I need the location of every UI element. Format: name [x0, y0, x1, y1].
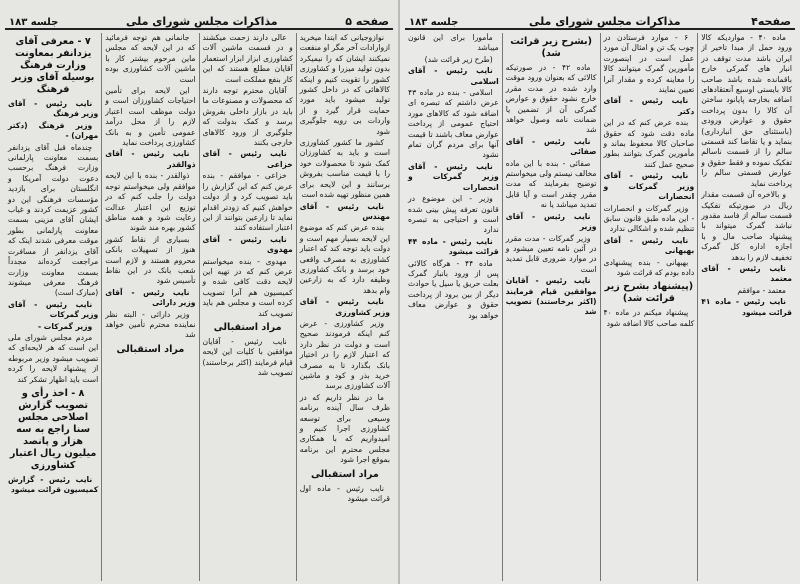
paragraph: نایب رئیس - ماده اول قرائت میشود — [299, 483, 390, 504]
paragraph: وزیر کشاورزی - عرض کنم اینکه فرمودند صحیح است و دولت در نظر دارد که اعتبار لازم را در اختیار بانک بگذارد تا به مصرف خرید بذر و کود و ماشین آلات کشاورزی برسد — [299, 318, 390, 391]
paragraph: اسلامی - بنده در ماده ۴۳ عرض داشتم که تبصره ای اضافه شود که کالاهای مورد احتیاج عمومی از پرداخت عوارض معاف باشند تا قیمت آنها برای مردم گران تمام نشود — [408, 88, 499, 160]
paragraph: وزیر دارائی - البته نظر نماینده محترم تأمین خواهد شد — [105, 309, 196, 340]
speaker-line: نایب رئیس - گزارش کمیسیون قرائت میشود — [8, 474, 99, 495]
session-number: جلسه ۱۸۳ — [9, 17, 59, 28]
paragraph: صفائی - بنده با این ماده مخالف نیستم ولی میخواستم توضیح بفرمایند که مدت مقرر چقدر است و آیا قابل تمدید میباشد یا نه — [505, 158, 597, 210]
paragraph: بسیاری از نقاط کشور هنوز از تسهیلات بانکی محروم هستند و لازم است شعب بانک در این نقاط تأسیس شود — [105, 234, 196, 286]
speaker-line: نایب رئیس - آقای مهندس — [299, 201, 390, 221]
speaker-line: نایب رئیس - آقایان موافقین قیام فرمایند (اکثر برخاستند) تصویب شد — [505, 276, 597, 317]
speaker-line: وزیر گمرکات - — [38, 321, 93, 331]
paragraph: کشور ما کشور کشاورزی است و باید به کشاورزان کمک شود تا محصولات خود را با قیمت مناسب بفروش برسانند و این لایحه برای همین منظور تهیه شده است — [299, 138, 390, 200]
section-heading: (بشرح زیر قرائت شد) — [510, 36, 592, 59]
paragraph: چندماه قبل آقای یزدانفر بسمت معاونت پارلمانی وزارت فرهنگ برحسب دعوت دولت آمریکا و انگلستان برای بازدید مؤسسات فرهنگی این دو کشور عزیمت کردند و غیاب ایشان آقای مزینی بسمت معاونت پارلمانی بطور موقت معرفی شدند اینک که آقای یزدانفر از مسافرت مراجعت کرده‌اند مجدداً بسمت معاونت وزارت فرهنگ معرفی میشوند (مبارک است) — [8, 142, 99, 298]
speaker-line: نایب رئیس - آقای وزیر گمرکات و انحصارات — [408, 161, 499, 192]
paragraph: مهدوی - بنده میخواستم عرض کنم که در تهیه این لایحه دقت کافی شده و کمیسیون هم آنرا تصویب کرده است و مجلس هم باید تصویب کند — [202, 256, 293, 318]
paragraph: وزیر - این موضوع در قانون تعرفه پیش بینی شده است و احتیاجی به تبصره ندارد — [408, 194, 499, 235]
speaker-line: نایب رئیس - آقای وزیر گمرکات و انحصارات — [603, 171, 695, 202]
speaker-line: نایب رئیس - آقای بهبهانی — [603, 235, 695, 256]
paragraph: ذوالقدر - بنده با این لایحه موافقم ولی میخواستم توجه دولت را جلب کنم که در توزیع این اعتبار عدالت رعایت شود و همه مناطق کشور بهره مند شوند — [105, 171, 196, 233]
text-column — [101, 33, 198, 581]
speaker-line: نایب رئیس - آقای وزیر — [505, 211, 597, 232]
speaker-line: نایب رئیس - آقای اسلامی — [408, 66, 499, 86]
paragraph: ۶ - موارد فرستادن در چوب یک تن و امثال آن مورد عمل است در اینصورت مأمورین گمرک میتوانند کالا را معاینه کرده و مقدار آنرا تعیین نمایند — [603, 33, 695, 95]
paragraph: عالی دارند زحمت میکشند و در قسمت ماشین آلات کشاورزی ابزار ابزار استعمار آقایان مطلع هستند که این کار بنفع مملکت است — [202, 33, 293, 84]
paragraph: معتمد - موافقم — [737, 285, 786, 295]
paragraph: بنده عرض کنم که در این ماده دقت شود که حقوق صاحبان کالا محفوظ بماند و مأمورین گمرک بتوانند بطور صحیح عمل کنند — [603, 118, 695, 169]
paragraph: وزیر گمرکات و انحصارات - این ماده طبق قانون سابق تنظیم شده و اشکالی ندارد — [603, 203, 695, 234]
text-column — [296, 33, 393, 581]
publication-title: مذاکرات مجلس شورای ملی — [126, 15, 278, 28]
text-column — [405, 33, 502, 581]
paragraph: ماده ۴۰ - مواردیکه کالا ورود حمل از مبدا تاخیر از ایران باشد مدت توقف در انبار های گمرکی خارج باقمانده شده باشد صاحب کالا بایستی اوسیع آنعتقادهای اضافه بخارجه پایانود ساختن آن کالا را بدون پرداخت حقوق و عوارض ورودی (باستثنای حق انبارداری) بنماید و یا تقاضا کند قسمتی سالم را از قسمت ناسالم تفکیک نموده و فقط حقوق و عوارض قسمتی سالم را پرداخت نماید — [701, 33, 792, 188]
paragraph: مردم مجلس شورای ملی این است که هر لایحه‌ای که تصویب میشود وزیر مربوطه از پیشنهاد لایحه را کرده است باید اظهار تشکر کند — [8, 332, 99, 384]
section-heading: ۸ - اخذ رأی و تصویب گزارش اصلاحی مجلس سنا راجع به سه هزار و پانصد میلیون ریال اعتبار کشاورزی — [9, 387, 97, 471]
paragraph: پیشنهاد میکنم در ماده ۴۰ کلمه صاحب کالا اضافه شود — [603, 308, 695, 328]
speaker-line: نایب رئیس - آقای ذوالقدر — [105, 149, 196, 169]
paragraph: این لایحه برای تأمین احتیاجات کشاورزان است و دولت موظف است اعتبار لازم را از محل درآمد عمومی تأمین و به بانک کشاورزی پرداخت نماید — [105, 86, 196, 148]
paragraph: جانمانی هم توجه فرمائید که در این لایحه که مجلس ماین مرحوم بیشتر کار با ماشین آلات کشاورزی بوده است — [105, 33, 196, 84]
columns — [405, 33, 795, 581]
section-heading: مراد استقبالی — [310, 468, 379, 480]
speaker-line: نایب رئیس - آقای صفائی — [505, 136, 597, 157]
speaker-line: نایب رئیس - آقای مهدوی — [202, 234, 293, 255]
paragraph: بنده عرض کنم که موضوع این لایحه بسیار مهم است و دولت باید توجه کند که اعتبار کشاورزی به مصرف واقعی خود برسد و بانک کشاورزی وظیفه دارد که به زارعین وام بدهد — [299, 223, 390, 295]
paragraph: ماده ۴۲ - در صورتیکه کالائی که بعنوان ورود موقت وارد شده در مدت مقرر خارج نشود حقوق و عوارض گمرکی آن از تضمین یا ضمانت نامه وصول خواهد شد — [505, 63, 597, 135]
paragraph: ما در نظر داریم که در ظرف سال آینده برنامه وسیعی برای توسعه کشاورزی اجرا کنیم و امیدواریم که با همکاری مجلس محترم این برنامه بموقع اجرا شود — [299, 392, 390, 465]
speaker-line: نایب رئیس - آقای وزیر کشاورزی — [299, 297, 390, 317]
publication-title: مذاکرات مجلس شورای ملی — [528, 15, 681, 28]
paragraph: بهبهانی - بنده پیشنهادی داده بودم که قرائت شود — [603, 257, 695, 277]
speaker-line: وزیر فرهنگ (دکتر مهران) - — [8, 120, 99, 141]
paragraph: و بالاخره آن قسمت مقدار ریال در صورتیکه تفکیک قسمت سالم از فاسد مقدور نباشد گمرک میتواند با پیشنهاد صاحب مال و با اجازه اداره کل گمرک تخفیف لازم را بدهد — [701, 190, 792, 262]
speaker-line: نایب رئیس - آقای وزیر فرهنگ — [8, 99, 99, 119]
speaker-line: نایب رئیس - آقای وزیر دارائی — [105, 287, 196, 308]
speaker-line: نایب رئیس - ماده ۴۴ قرائت میشود — [408, 236, 499, 257]
text-column — [5, 33, 101, 581]
page-number: صفحه۴ — [751, 15, 791, 28]
speaker-line: نایب رئیس - ماده ۴۱ قرائت میشود — [701, 297, 792, 317]
section-heading: ۷ - معرفی آقای یزدانفر بمعاونت وزارت فرهنگ بوسیله آقای وزیر فرهنگ — [11, 36, 95, 95]
section-heading: مراد استقبالی — [213, 321, 282, 333]
section-heading: (پیشنهاد بشرح زیر قرائت شد) — [604, 281, 694, 305]
paragraph: نایب رئیس - آقایان موافقین با کلیات این لایحه قیام فرمایند (اکثر برخاستند) تصویب شد — [202, 336, 293, 378]
page-number: صفحه ۵ — [345, 15, 389, 28]
speaker-line: نایب رئیس - آقای خزاعی — [202, 149, 293, 169]
paragraph: خزاعی - موافقم - بنده عرض کنم که این گزارش را باید تصویب کرد و از دولت خواهش کنیم که زودتر اقدام نماید تا زارعین بتوانند از این اعتبار استفاده کنند — [202, 171, 293, 233]
page-header — [405, 8, 795, 30]
paragraph: (طرح زیر قرائت شد) — [424, 54, 493, 64]
page-4 — [400, 0, 800, 584]
section-heading: مراد استقبالی — [116, 343, 185, 355]
page-header — [5, 8, 393, 30]
text-column — [697, 33, 795, 581]
paragraph: ماده ۴۴ - هرگاه کالائی پس از ورود بانبار گمرک بعلت حریق یا سیل یا حوادث دیگر از بین برود از پرداخت حقوق و عوارض معاف خواهد بود — [408, 258, 499, 320]
text-column — [199, 33, 296, 581]
paragraph: وزیر گمرکات - مدت مقرر در آئین نامه تعیین میشود و در موارد ضروری قابل تمدید است — [505, 233, 597, 274]
paragraph: مأمورا برای این قانون میباشد — [408, 33, 499, 53]
paragraph: آقایان محترم توجه دارند که محصولات و مصنوعات ما باید در بازار داخلی بفروش برسد و کمک بدولت که جلوگیری از ورود کالاهای خارجی بکنند — [202, 86, 293, 148]
columns — [5, 33, 393, 581]
speaker-line: نایب رئیس - آقای دکتر — [603, 96, 695, 116]
text-column — [600, 33, 698, 581]
session-number: جلسه ۱۸۳ — [409, 17, 459, 28]
speaker-line: نایب رئیس - آقای وزیر گمرکات — [8, 299, 99, 320]
paragraph: نوازوجیانی که ابتدا میخرید ازوارادات آخر مگر او منفعت نمیکنند ایشان که را نیمیکرد بدون تولید میزرا و کشاورزی کشور را تقویت کنیم و اینکه کالاهائی که در داخل کشور تولید میشود باید مورد حمایت قرار گیرد و از واردات بی رویه جلوگیری شود — [299, 33, 390, 136]
speaker-line: نایب رئیس - آقای معتمد — [701, 263, 792, 284]
text-column — [502, 33, 600, 581]
